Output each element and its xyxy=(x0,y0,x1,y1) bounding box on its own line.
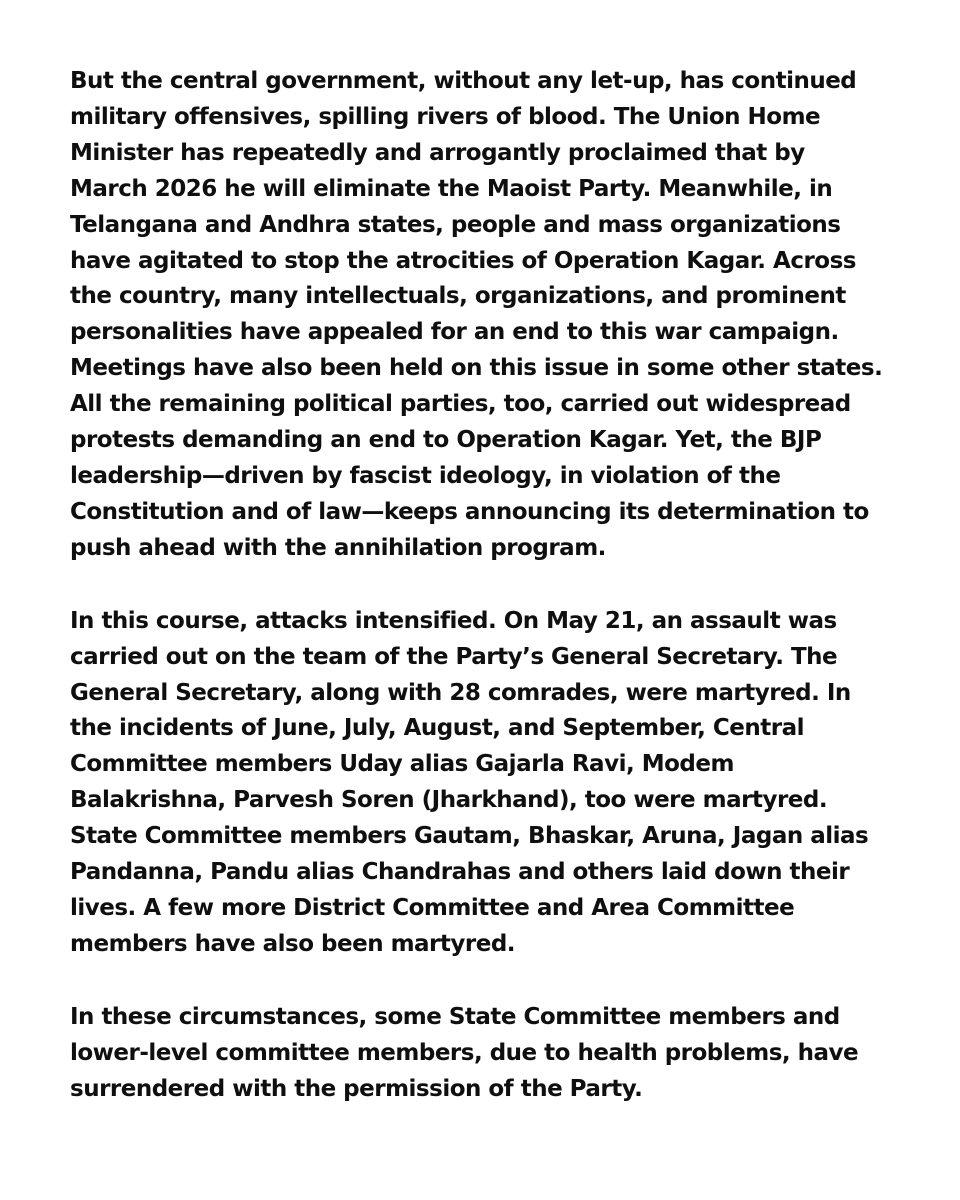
text-line: But the central government, without any let-up, has continued xyxy=(70,68,857,94)
text-line: In these circumstances, some State Committee members and xyxy=(70,1003,840,1030)
text-line: March 2026 he will eliminate the Maoist Party. Meanwhile, in xyxy=(70,175,833,202)
text-line: surrendered with the permission of the Party. xyxy=(70,1075,643,1102)
text-line: lower-level committee members, due to health problems, have xyxy=(70,1039,859,1066)
text-line: push ahead with the annihilation program. xyxy=(70,534,606,561)
text-line: Pandanna, Pandu alias Chandrahas and others laid down their xyxy=(70,859,850,886)
text-line: leadership—driven by fascist ideology, in violation of the xyxy=(70,462,781,489)
text-line: General Secretary, along with 28 comrades, were martyred. In xyxy=(70,679,851,706)
paragraph-2 xyxy=(70,604,900,963)
text-line: carried out on the team of the Party’s General Secretary. The xyxy=(70,643,838,670)
text-line: Minister has repeatedly and arrogantly proclaimed that by xyxy=(70,139,805,166)
text-line: military offensives, spilling rivers of blood. The Union Home xyxy=(70,103,821,130)
text-line: members have also been martyred. xyxy=(70,930,516,957)
text-line: Meetings have also been held on this issue in some other states. xyxy=(70,355,883,382)
text-line: lives. A few more District Committee and Area Committee xyxy=(70,894,795,921)
paragraph-1 xyxy=(70,64,900,567)
text-line: In this course, attacks intensified. On May 21, an assault was xyxy=(70,607,837,634)
text-line: personalities have appealed for an end to this war campaign. xyxy=(70,319,839,346)
paragraph-3 xyxy=(70,1000,900,1108)
text-line: Balakrishna, Parvesh Soren (Jharkhand), too were martyred. xyxy=(70,787,828,814)
text-line: the incidents of June, July, August, and September, Central xyxy=(70,715,804,742)
text-line: protests demanding an end to Operation Kagar. Yet, the BJP xyxy=(70,427,822,454)
text-line: have agitated to stop the atrocities of Operation Kagar. Across xyxy=(70,247,856,274)
text-line: the country, many intellectuals, organizations, and prominent xyxy=(70,283,846,310)
text-line: All the remaining political parties, too, carried out widespread xyxy=(70,391,851,418)
paragraph-spacer xyxy=(70,567,900,604)
paragraph-spacer xyxy=(70,963,900,1000)
text-line: Telangana and Andhra states, people and mass organizations xyxy=(70,211,841,238)
text-line: State Committee members Gautam, Bhaskar, Aruna, Jagan alias xyxy=(70,823,869,850)
document-body xyxy=(70,64,900,1107)
text-line: Constitution and of law—keeps announcing its determination to xyxy=(70,498,869,525)
text-line: Committee members Uday alias Gajarla Ravi, Modem xyxy=(70,751,734,778)
